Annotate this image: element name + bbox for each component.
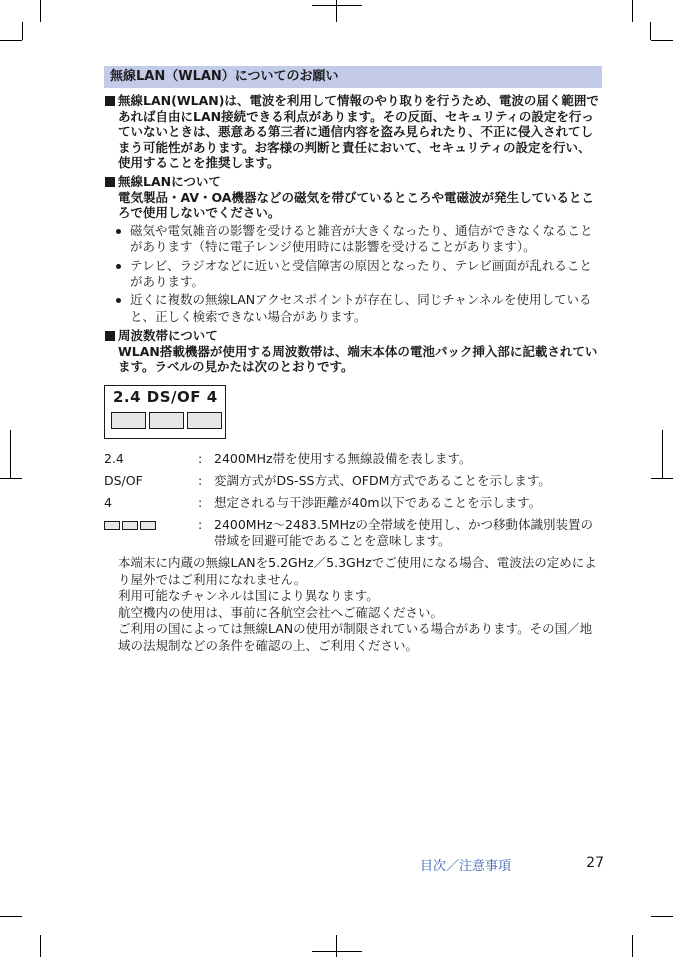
wlan-bullet-list bbox=[104, 223, 602, 325]
definition-colon: : bbox=[198, 516, 203, 532]
list-item: 磁気や電気雑音の影響を受けると雑音が大きくなったり、通信ができなくなることがあります（特に電子レンジ使用時には影響を受けることがあります）。 bbox=[104, 223, 602, 256]
band-cells-icon bbox=[104, 521, 156, 530]
crop-mark bbox=[0, 478, 22, 479]
definition-term bbox=[104, 517, 198, 549]
frequency-title: 周波数帯について bbox=[118, 328, 218, 344]
crop-mark bbox=[312, 951, 362, 952]
note-text: 航空機内の使用は、事前に各航空会社へご確認ください。 bbox=[118, 604, 444, 620]
definition-row bbox=[104, 495, 602, 511]
crop-mark bbox=[0, 40, 22, 41]
band-cell bbox=[111, 412, 146, 429]
section-header: 無線LAN（WLAN）についてのお願い bbox=[104, 66, 602, 88]
definition-row bbox=[104, 473, 602, 489]
definition-list bbox=[104, 451, 602, 549]
definition-desc: 2400MHz～2483.5MHzの全帯域を使用し、かつ移動体識別装置の帯域を回避可能であることを意味します。 bbox=[214, 516, 594, 548]
note-text: 本端末に内蔵の無線LANを5.2GHz／5.3GHzでご使用になる場合、電波法の定めにより屋外ではご利用になれません。 bbox=[118, 554, 597, 587]
band-cell bbox=[187, 412, 222, 429]
crop-mark bbox=[662, 430, 663, 478]
crop-mark bbox=[632, 0, 633, 22]
notes bbox=[104, 555, 602, 655]
definition-desc: 想定される与干渉距離が40m以下であることを示します。 bbox=[214, 494, 542, 510]
note-text: ご利用の国によっては無線LANの使用が制限されている場合があります。その国／地域の法規制などの条件を確認の上、ご利用ください。 bbox=[118, 621, 593, 653]
toc-link[interactable]: 目次／注意事項 bbox=[420, 859, 512, 874]
definition-desc: 変調方式がDS-SS方式、OFDM方式であることを示します。 bbox=[214, 472, 551, 488]
intro-block bbox=[104, 93, 602, 171]
crop-mark bbox=[651, 40, 673, 41]
wlan-title: 無線LANについて bbox=[118, 173, 221, 189]
crop-mark bbox=[10, 430, 11, 478]
band-cell bbox=[122, 521, 138, 530]
frequency-block bbox=[104, 328, 602, 375]
label-band-cells bbox=[111, 412, 222, 429]
wlan-block bbox=[104, 174, 602, 221]
intro-text: 無線LAN(WLAN)は、電波を利用して情報のやり取りを行うため、電波の届く範囲であれば自由にLAN接続できる利点があります。その反面、セキュリティの設定を行っていないときは、悪意ある第三者に通信内容を盗み見られたり、不正に侵入されてしまう可能性があります。お客様の判断と責任において、セキュリティの設定を行い、使用することを推奨します。 bbox=[118, 93, 599, 171]
crop-mark bbox=[651, 916, 673, 917]
crop-mark bbox=[40, 935, 41, 957]
crop-mark bbox=[336, 935, 337, 957]
crop-mark bbox=[0, 916, 22, 917]
definition-term: DS/OF bbox=[104, 472, 143, 488]
crop-mark bbox=[312, 5, 362, 6]
definition-term: 4 bbox=[104, 494, 112, 510]
definition-desc: 2400MHz帯を使用する無線設備を表します。 bbox=[214, 450, 472, 466]
band-cell bbox=[149, 412, 184, 429]
definition-row bbox=[104, 451, 602, 467]
square-bullet-icon bbox=[105, 96, 115, 106]
list-item: テレビ、ラジオなどに近いと受信障害の原因となったり、テレビ画面が乱れることがあります。 bbox=[104, 258, 602, 291]
square-bullet-icon bbox=[105, 331, 115, 341]
crop-mark bbox=[632, 935, 633, 957]
definition-row bbox=[104, 517, 602, 549]
definition-colon: : bbox=[198, 450, 203, 466]
frequency-body: WLAN搭載機器が使用する周波数帯は、端末本体の電池パック挿入部に記載されています。ラベルの見かたは次のとおりです。 bbox=[118, 343, 598, 375]
frequency-label-diagram bbox=[104, 385, 226, 439]
page-content bbox=[104, 66, 602, 655]
crop-mark bbox=[651, 478, 673, 479]
list-item: 近くに複数の無線LANアクセスポイントが存在し、同じチャンネルを使用していると、正しく検索できない場合があります。 bbox=[104, 292, 602, 325]
page-number: 27 bbox=[586, 855, 604, 871]
definition-term: 2.4 bbox=[104, 450, 124, 466]
band-cell bbox=[104, 521, 120, 530]
footer bbox=[420, 855, 604, 874]
crop-mark bbox=[650, 22, 651, 40]
square-bullet-icon bbox=[105, 177, 115, 187]
crop-mark bbox=[40, 0, 41, 22]
wlan-body: 電気製品・AV・OA機器などの磁気を帯びているところや電磁波が発生しているところで使用しないでください。 bbox=[118, 189, 594, 221]
band-cell bbox=[140, 521, 156, 530]
note-text: 利用可能なチャンネルは国により異なります。 bbox=[118, 588, 379, 604]
crop-mark bbox=[336, 0, 337, 22]
crop-mark bbox=[22, 22, 23, 40]
definition-colon: : bbox=[198, 494, 203, 510]
definition-colon: : bbox=[198, 472, 203, 488]
label-text: 2.4 DS/OF 4 bbox=[113, 387, 218, 406]
